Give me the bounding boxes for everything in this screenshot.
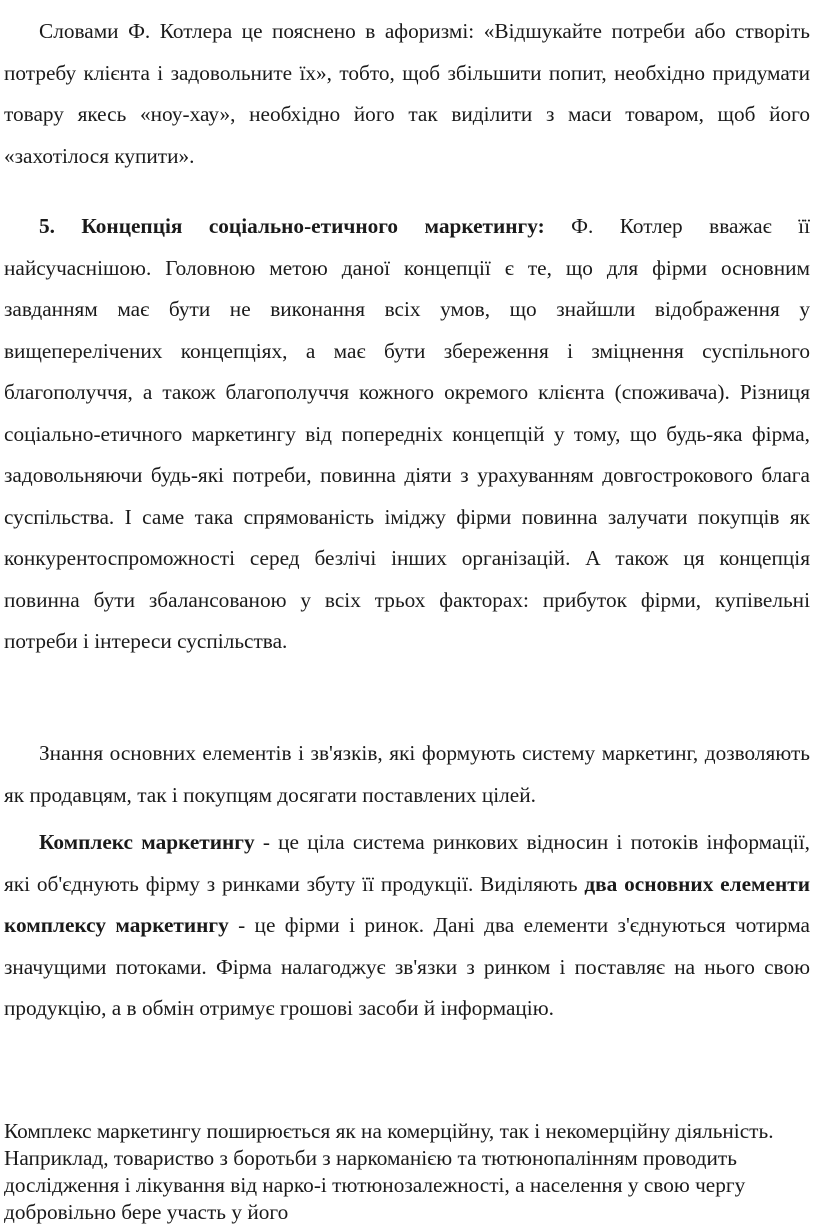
paragraph-text-a: - це ціла система ринкових відносин і потоків інформації, які об'єднують фірму з ринками збуту її продукції. Виділяють [4,830,810,896]
paragraph-text: Комплекс маркетингу поширюється як на комерційну, так і некомерційну діяльність. Наприклад, товариство з боротьби з наркоманією та тютюнопалінням проводить дослідження і лікування від нарко-і тютюнозалежності, а населення у свою чергу добровільно бере участь у його [4,1119,774,1224]
paragraph-marketing-knowledge [4,733,810,816]
paragraph-commercial-noncommercial [4,1118,794,1226]
paragraph-kotler-aphorism [4,11,810,177]
paragraph-text: Ф. Котлер вважає її найсучаснішою. Головною метою даної концепції є те, що для фірми основним завданням має бути не виконання всіх умов, що знайшли відображення у вищеперелічених концепціях, а має бути збереження і зміцнення суспільного благополуччя, а також благополуччя кожного окремого клієнта (споживача). Різниця соціально-етичного маркетингу від попередніх концепцій у тому, що будь-яка фірма, задовольняючи будь-які потреби, повинна діяти з урахуванням довгострокового блага суспільства. І саме така спрямованість іміджу фірми повинна залучати покупців як конкурентоспроможності серед безлічі інших організацій. А також ця концепція повинна бути збалансованою у всіх трьох факторах: прибуток фірми, купівельні потреби і інтереси суспільства. [4,214,810,653]
paragraph-text: Знання основних елементів і зв'язків, які формують систему маркетинг, дозволяють як продавцям, так і покупцям досягати поставлених цілей. [4,741,810,807]
term-marketing-complex: Комплекс маркетингу [39,830,255,854]
paragraph-social-ethical-marketing [4,206,810,663]
paragraph-text-c: - це фірми і ринок. Дані два елементи з'єднуються чотирма значущими потоками. Фірма налагоджує зв'язки з ринком і поставляє на нього свою продукцію, а в обмін отримує грошові засоби й інформацію. [4,913,810,1020]
section-heading: 5. Концепція соціально-етичного маркетингу: [39,214,545,238]
paragraph-marketing-complex [4,822,810,1030]
paragraph-text: Словами Ф. Котлера це пояснено в афоризмі: «Відшукайте потреби або створіть потребу клієнта і задовольните їх», тобто, щоб збільшити попит, необхідно придумати товару якесь «ноу-хау», необхідно його так виділити з маси товаром, щоб його «захотілося купити». [4,19,810,168]
term-two-elements: два основних елементи комплексу маркетингу [4,871,810,937]
